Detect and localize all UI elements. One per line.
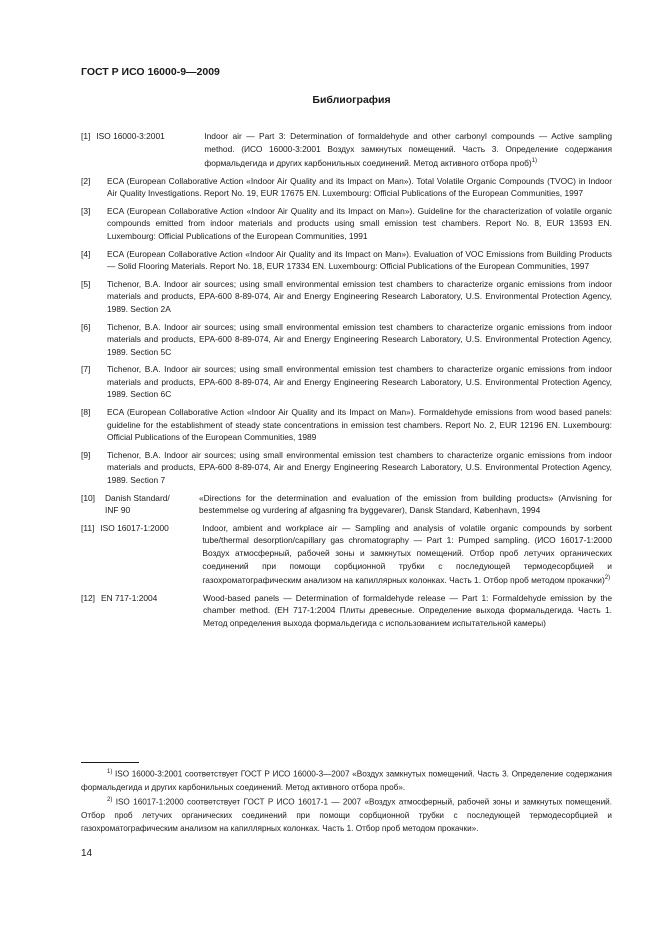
reference-item: [81, 449, 612, 487]
reference-number: [10]: [81, 492, 95, 503]
reference-text: ECA (European Collaborative Action «Indoor Air Quality and its Impact on Man»). Formaldehyde emissions from wood based panels: guideline for the establishment of steady state concentrations in emission test chambers. Report No. 2, EUR 12196 EN. Luxembourg: Official Publications of the European Communities, 1989: [107, 407, 612, 443]
reference-item: [81, 492, 612, 517]
reference-number: [1]: [81, 131, 91, 141]
reference-number: [4]: [81, 248, 91, 259]
footnote-ref: 1): [531, 158, 538, 165]
reference-item: [81, 175, 612, 200]
document-header: ГОСТ Р ИСО 16000-9—2009: [81, 66, 220, 78]
footnote-ref: 2): [604, 575, 611, 582]
reference-item: [81, 130, 612, 170]
reference-code: ISO 16017-1:2000: [100, 522, 169, 533]
reference-text: Tichenor, B.A. Indoor air sources; using small environmental emission test chambers to characterize organic emissions from indoor materials and products, EPA-600 8-89-074, Air and Energy Engineering Research Laboratory, U.S. Environmental Protection Agency, 1989. Section 2A: [107, 278, 612, 314]
reference-list: [81, 130, 612, 634]
reference-number: [9]: [81, 449, 91, 460]
reference-item: [81, 592, 612, 630]
footnotes: [81, 766, 612, 835]
reference-item: [81, 522, 612, 587]
reference-text: ECA (European Collaborative Action «Indoor Air Quality and its Impact on Man»). Evaluation of VOC Emissions from Building Products — Solid Flooring Materials. Report No. 18, EUR 17334 EN. Luxembourg: Official Publications of the European Communities, 1997: [107, 248, 612, 272]
footnote: $^{2)}$ ISO 16017-1:2000 соответствует ГОСТ Р ИСО 16017-1 — 2007 «Воздух атмосферный, рабочей зоны и замкнутых помещений. Отбор проб летучих органических соединений при помощи сорбционной трубки с последующей термодесорбцией и газохроматографическим анализом на капиллярных колонках. Часть 1. Отбор проб методом прокачки».: [81, 796, 612, 833]
reference-text: Indoor, ambient and workplace air — Sampling and analysis of volatile organic compounds by sorbent tube/thermal desorption/capillary gas chromatography — Part 1: Pumped sampling. (ИСО 16017-1:2000 Воздух атмосферный, рабочей зоны и замкнутых помещений. Отбор проб летучих органических соединений при помощи сорбционной трубки с последующей термодесорбцией и газохроматографическим анализом на капиллярных колонках. Часть 1. Отбор проб методом прокачки)$^{2)}$: [202, 522, 612, 585]
footnote: $^{1)}$ ISO 16000-3:2001 соответствует ГОСТ Р ИСО 16000-3—2007 «Воздух замкнутых помещений. Часть 3. Определение содержания формальдегида и других карбонильных соединений. Метод активного отбора проб».: [81, 769, 612, 792]
footnote-mark: 2): [107, 796, 113, 803]
reference-number: [12]: [81, 592, 95, 603]
reference-code: EN 717-1:2004: [100, 592, 158, 603]
reference-text: Tichenor, B.A. Indoor air sources; using small environmental emission test chambers to characterize organic emissions from indoor materials and products, EPA-600 8-89-074, Air and Energy Engineering Research Laboratory, U.S. Environmental Protection Agency, 1989. Section 5C: [107, 321, 612, 357]
page-number: 14: [81, 848, 93, 859]
reference-number: [5]: [81, 278, 91, 289]
reference-number: [3]: [81, 205, 91, 216]
reference-text: Tichenor, B.A. Indoor air sources; using small environmental emission test chambers to characterize organic emissions from indoor materials and products, EPA-600 8-89-074, Air and Energy Engineering Research Laboratory, U.S. Environmental Protection Agency, 1989. Section 6C: [107, 364, 612, 400]
reference-number: [11]: [81, 522, 95, 533]
reference-item: [81, 321, 612, 359]
reference-number: [2]: [81, 175, 91, 186]
reference-text: Wood-based panels — Determination of formaldehyde release — Part 1: Formaldehyde emission by the chamber method. (ЕН 717-1:2004 Плиты древесные. Определение выхода формальдегида. Часть 1. Метод определения выхода формальдегида с использованием испытательной камеры): [202, 592, 612, 628]
reference-item: [81, 278, 612, 316]
reference-code: Danish Standard/ INF 90: [105, 492, 170, 516]
reference-number: [8]: [81, 407, 91, 418]
reference-text: ECA (European Collaborative Action «Indoor Air Quality and its Impact on Man»). Total Volatile Organic Compounds (TVOC) in Indoor Air Quality Investigations. Report No. 19, EUR 17675 EN. Luxembourg: Official Publications of the European Communities, 1997: [107, 175, 612, 199]
footnote-divider: [81, 762, 139, 763]
footnote-mark: 1): [107, 769, 113, 775]
reference-text: ECA (European Collaborative Action «Indoor Air Quality and its Impact on Man»). Guideline for the characterization of volatile organic compounds emitted from indoor materials and products using small emission test chambers. Report No. 8, EUR 13593 EN. Luxembourg: Official Publications of the European Communities, 1991: [107, 205, 612, 241]
reference-text: Indoor air — Part 3: Determination of formaldehyde and other carbonyl compounds — Active sampling method. (ИСО 16000-3:2001 Воздух замкнутых помещений. Часть 3. Определение содержания формальдегида и других карбонильных соединений. Метод активного отбора проб)$^{1)}$: [204, 131, 612, 168]
reference-item: [81, 248, 612, 273]
reference-item: [81, 406, 612, 444]
reference-item: [81, 205, 612, 243]
bibliography-title: Библиография: [312, 94, 391, 106]
reference-code: ISO 16000-3:2001: [96, 131, 165, 141]
reference-number: [7]: [81, 364, 91, 375]
reference-text: Tichenor, B.A. Indoor air sources; using small environmental emission test chambers to characterize organic emissions from indoor materials and products, EPA-600 8-89-074, Air and Energy Engineering Research Laboratory, U.S. Environmental Protection Agency, 1989. Section 7: [107, 449, 612, 486]
reference-number: [6]: [81, 321, 91, 332]
reference-text: «Directions for the determination and evaluation of the emission from building products» (Anvisning for bestemmelse og vurdering af afgasning fra byggevarer), Dansk Standard, København, 1994: [199, 492, 612, 516]
reference-item: [81, 363, 612, 401]
